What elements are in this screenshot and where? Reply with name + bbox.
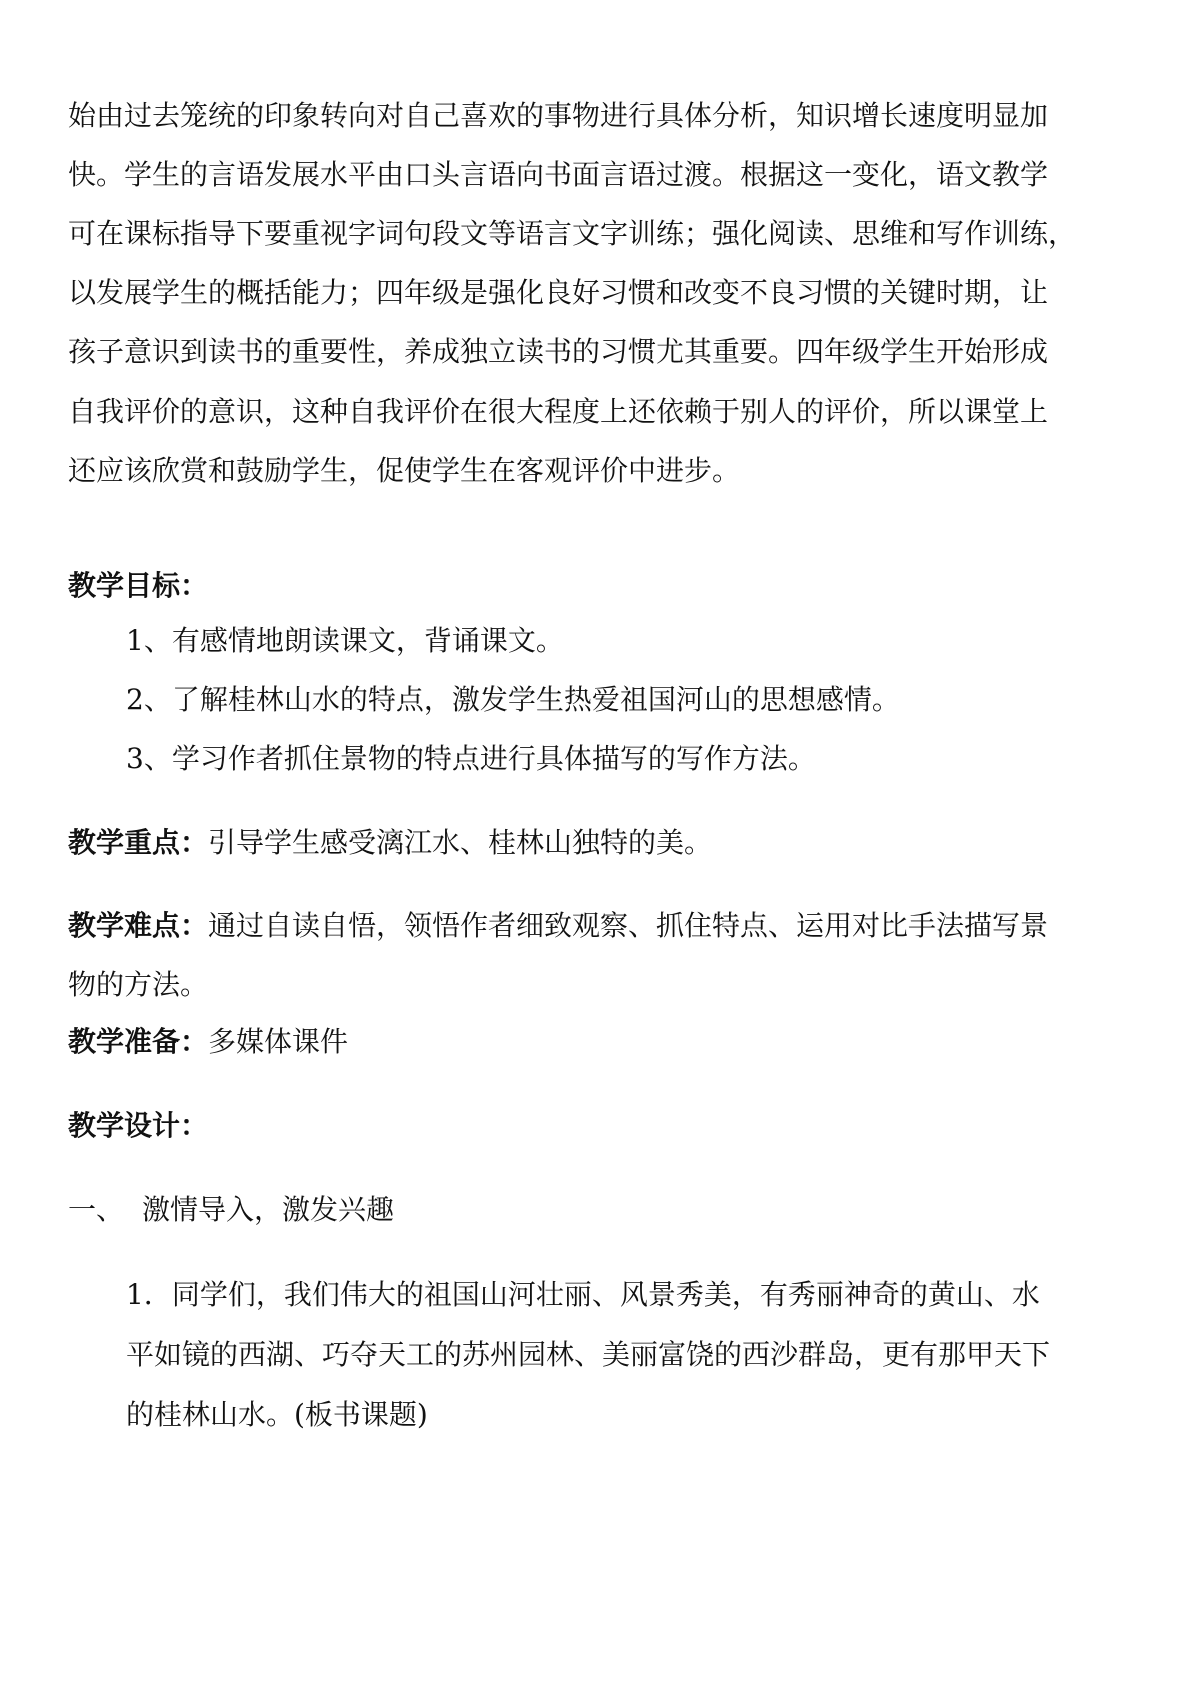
- design-heading: 教学设计：: [68, 1109, 209, 1142]
- preparation-text: 多媒体课件: [208, 1025, 349, 1058]
- objective-item: 2、了解桂林山水的特点，激发学生热爱祖国河山的思想感情。: [126, 683, 900, 716]
- section-title: 激情导入，激发兴趣: [142, 1193, 395, 1226]
- difficulty: [68, 906, 1048, 946]
- difficulty-text-cont: 物的方法。: [68, 968, 209, 1001]
- objective-item: 3、学习作者抓住景物的特点进行具体描写的写作方法。: [126, 742, 816, 775]
- key-point: [68, 823, 712, 863]
- step-line: 的桂林山水。(板书课题): [126, 1398, 428, 1431]
- key-point-label: 教学重点：: [68, 826, 209, 859]
- step-line: 平如镜的西湖、巧夺天工的苏州园林、美丽富饶的西沙群岛，更有那甲天下: [126, 1338, 1051, 1371]
- intro-line: 以发展学生的概括能力；四年级是强化良好习惯和改变不良习惯的关键时期，让: [68, 276, 1049, 309]
- preparation: [68, 1022, 348, 1062]
- objective-item: 1、有感情地朗读课文，背诵课文。: [126, 624, 564, 657]
- section-number: 一、: [68, 1193, 125, 1226]
- step-line: 1．同学们，我们伟大的祖国山河壮丽、风景秀美，有秀丽神奇的黄山、水: [126, 1278, 1040, 1311]
- difficulty-label: 教学难点：: [68, 909, 209, 942]
- intro-line: 始由过去笼统的印象转向对自己喜欢的事物进行具体分析，知识增长速度明显加: [68, 99, 1049, 132]
- intro-line: 可在课标指导下要重视字词句段文等语言文字训练；强化阅读、思维和写作训练，: [68, 217, 1077, 250]
- preparation-label: 教学准备：: [68, 1025, 209, 1058]
- objectives-heading: 教学目标：: [68, 569, 209, 602]
- intro-line: 还应该欣赏和鼓励学生，促使学生在客观评价中进步。: [68, 454, 741, 487]
- key-point-text: 引导学生感受漓江水、桂林山独特的美。: [208, 826, 713, 859]
- intro-line: 快。学生的言语发展水平由口头言语向书面言语过渡。根据这一变化，语文教学: [68, 158, 1049, 191]
- difficulty-text: 通过自读自悟，领悟作者细致观察、抓住特点、运用对比手法描写景: [208, 909, 1049, 942]
- intro-line: 自我评价的意识，这种自我评价在很大程度上还依赖于别人的评价，所以课堂上: [68, 395, 1049, 428]
- intro-line: 孩子意识到读书的重要性，养成独立读书的习惯尤其重要。四年级学生开始形成: [68, 335, 1049, 368]
